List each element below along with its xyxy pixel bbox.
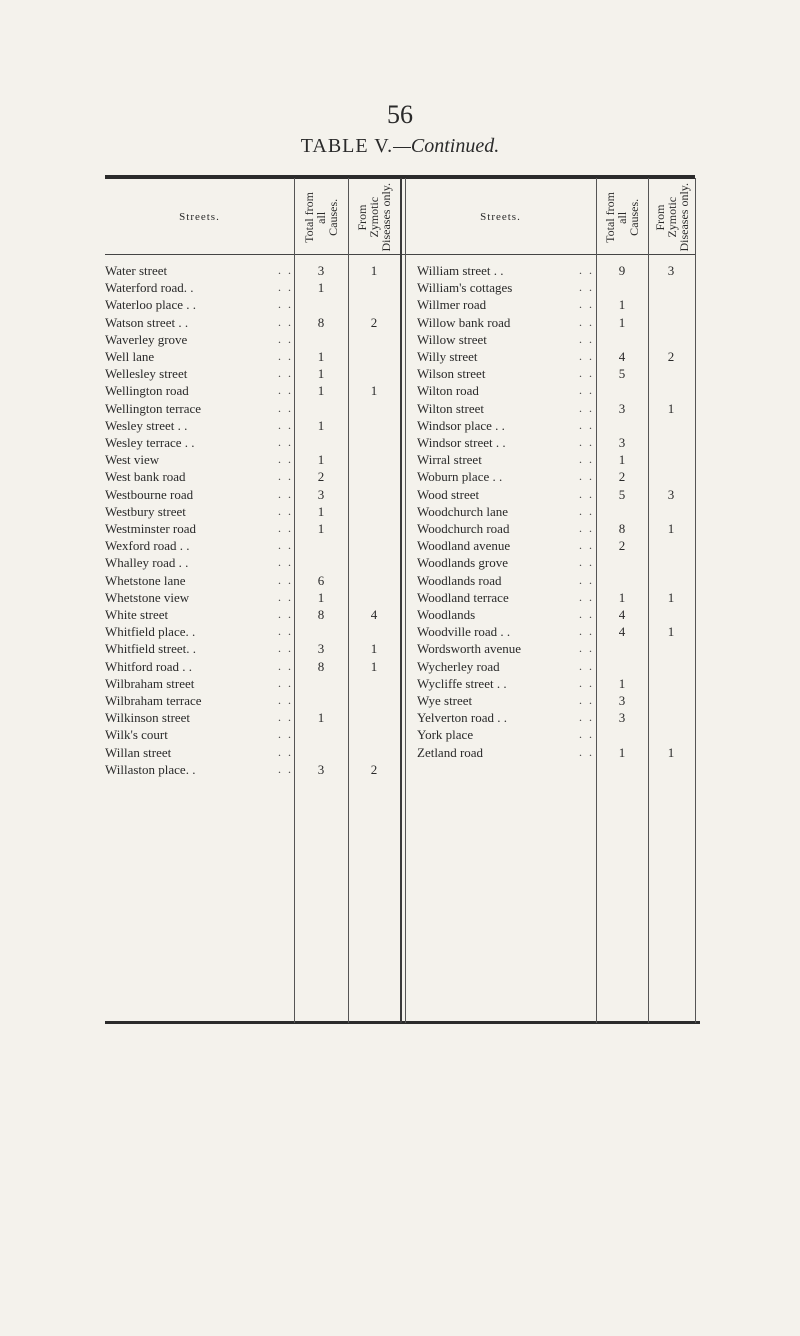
zymotic-deaths-value: 2 [370,761,378,777]
zymotic-deaths-value: 1 [370,383,378,399]
table-title-continued: —Continued. [393,135,500,157]
street-name: York place [417,727,474,743]
street-name: Willmer road [417,297,487,313]
total-deaths-value: 3 [618,400,626,416]
leader-dots: . . [579,641,594,656]
street-name: Wesley terrace . . [105,435,195,450]
leader-dots: . . [579,538,594,553]
leader-dots: . . [278,349,293,363]
street-name: Waterloo place . . [105,297,196,313]
total-deaths-value: 2 [317,469,325,485]
column-divider [294,178,295,1023]
zymotic-deaths-value: 1 [370,658,378,674]
total-deaths-value: 9 [618,263,626,278]
total-deaths-value: 1 [317,349,325,364]
leader-dots: . . [579,469,594,484]
leader-dots: . . [278,331,293,346]
zymotic-deaths-value: 1 [370,641,378,657]
street-name: Wellesley street [105,366,188,382]
leader-dots: . . [579,589,594,604]
street-name: Waterford road. . [105,280,194,296]
streets-header-right: Streets. [480,211,521,223]
total-deaths-value: 1 [317,280,325,296]
street-name: Wilkinson street [105,710,191,726]
page-number: 56 [387,100,413,129]
leader-dots: . . [579,675,594,690]
leader-dots: . . [579,693,594,707]
street-name: William's cottages [417,280,513,296]
bottom-rule [105,1021,700,1024]
street-name: Wilk's court [105,727,168,743]
leader-dots: . . [579,314,594,329]
total-deaths-value: 8 [317,314,325,330]
leader-dots: . . [278,744,293,759]
leader-dots: . . [579,435,594,449]
total-deaths-value: 2 [618,538,626,554]
total-deaths-value: 1 [317,521,325,536]
street-name: Wellington terrace [105,400,202,416]
street-name: Woodchurch road [417,521,510,536]
total-deaths-value: 1 [618,675,626,691]
zymotic-deaths-value: 1 [667,400,675,416]
leader-dots: . . [278,710,293,725]
leader-dots: . . [579,624,594,639]
total-deaths-value: 3 [317,761,325,777]
total-deaths-value: 1 [317,452,325,468]
street-name: Wood street [417,486,480,502]
leader-dots: . . [579,486,594,501]
zymotic-deaths-value: 2 [667,349,675,364]
street-name: Waverley grove [105,331,188,347]
total-deaths-value: 1 [618,297,626,313]
street-name: Woodland avenue [417,538,511,554]
column-divider [405,178,406,1023]
leader-dots: . . [278,486,293,501]
leader-dots: . . [579,607,594,621]
leader-dots: . . [278,589,293,604]
street-name: West bank road [105,469,186,485]
leader-dots: . . [278,761,293,776]
street-name: Woodland terrace [417,589,509,605]
leader-dots: . . [579,331,594,346]
total-deaths-value: 5 [618,366,626,382]
street-name: William street . . [417,263,504,278]
street-name: Whetstone view [105,589,190,605]
leader-dots: . . [278,538,293,553]
total-deaths-value: 1 [317,417,325,433]
total-deaths-value: 1 [618,314,626,330]
street-name: Wilton road [417,383,479,399]
leader-dots: . . [278,607,293,621]
leader-dots: . . [278,521,293,535]
street-name: Wilton street [417,400,484,416]
street-name: Westminster road [105,521,197,536]
leader-dots: . . [579,658,594,673]
total-deaths-value: 8 [317,658,325,674]
leader-dots: . . [278,727,293,742]
streets-header-left: Streets. [179,211,220,223]
total-deaths-value: 1 [317,710,325,726]
street-name: Wilson street [417,366,486,382]
leader-dots: . . [579,366,594,381]
total-deaths-value: 3 [618,710,626,726]
total-deaths-value: 4 [618,607,626,622]
street-name: Woodchurch lane [417,503,508,519]
total-deaths-value: 1 [618,744,626,760]
leader-dots: . . [579,349,594,363]
total-deaths-value: 1 [618,589,626,605]
street-name: Whitfield street. . [105,641,196,657]
table-title [0,135,800,158]
total-header-right: Total from all Causes. [603,191,641,243]
total-deaths-value: 1 [317,503,325,519]
total-deaths-value: 4 [618,349,626,364]
street-name: Water street [105,263,168,278]
table-title-main: TABLE V. [300,135,394,157]
street-name: Yelverton road . . [417,710,508,726]
column-divider [695,178,696,1023]
street-name: Whitford road . . [105,658,193,674]
street-name: Woodville road . . [417,624,511,640]
leader-dots: . . [278,297,293,312]
total-deaths-value: 8 [317,607,325,622]
leader-dots: . . [579,503,594,518]
leader-dots: . . [579,572,594,587]
leader-dots: . . [278,675,293,690]
street-name: Woodlands [417,607,476,622]
leader-dots: . . [278,452,293,467]
street-name: Wordsworth avenue [417,641,522,657]
zymotic-header-left: From Zymotic Diseases only. [355,182,393,252]
street-name: Whetstone lane [105,572,186,588]
total-deaths-value: 4 [618,624,626,640]
leader-dots: . . [579,521,594,535]
leader-dots: . . [278,366,293,381]
leader-dots: . . [278,469,293,484]
street-name: West view [105,452,160,468]
total-deaths-value: 3 [317,641,325,657]
leader-dots: . . [278,503,293,518]
leader-dots: . . [579,263,594,277]
zymotic-deaths-value: 1 [667,624,675,640]
total-deaths-value: 3 [317,263,325,278]
street-name: Westbourne road [105,486,194,502]
street-name: Windsor street . . [417,435,506,450]
leader-dots: . . [278,280,293,295]
street-name: Wilbraham street [105,675,195,691]
leader-dots: . . [278,555,293,570]
total-deaths-value: 8 [618,521,626,536]
total-deaths-value: 3 [317,486,325,502]
street-name: Wellington road [105,383,189,399]
leader-dots: . . [579,710,594,725]
street-name: Wilbraham terrace [105,693,202,708]
leader-dots: . . [579,417,594,432]
street-name: Zetland road [417,744,484,760]
street-name: Whalley road . . [105,555,189,571]
total-deaths-value: 1 [317,589,325,605]
street-name: Willow street [417,331,487,347]
street-name: Willan street [105,744,172,760]
zymotic-deaths-value: 3 [667,263,675,278]
street-name: Willy street [417,349,478,364]
street-name: Willaston place. . [105,761,196,777]
street-name: Westbury street [105,503,186,519]
total-deaths-value: 3 [618,693,626,708]
leader-dots: . . [278,572,293,587]
leader-dots: . . [278,624,293,639]
leader-dots: . . [579,297,594,312]
leader-dots: . . [579,400,594,415]
street-name: Willow bank road [417,314,511,330]
leader-dots: . . [278,383,293,398]
leader-dots: . . [579,744,594,759]
leader-dots: . . [278,400,293,415]
street-name: Wycherley road [417,658,500,674]
street-name: Woodlands road [417,572,502,588]
column-divider [648,178,649,1023]
zymotic-deaths-value: 1 [370,263,378,278]
zymotic-deaths-value: 3 [667,486,675,502]
zymotic-deaths-value: 1 [667,521,675,536]
column-divider [400,178,402,1023]
leader-dots: . . [278,641,293,656]
total-deaths-value: 3 [618,435,626,450]
total-deaths-value: 2 [618,469,626,485]
total-header-left: Total from all Causes. [302,191,340,243]
total-deaths-value: 1 [317,383,325,399]
street-name: Woodlands grove [417,555,509,571]
street-name: Wycliffe street . . [417,675,507,691]
total-deaths-value: 5 [618,486,626,502]
leader-dots: . . [278,693,293,707]
leader-dots: . . [278,263,293,277]
leader-dots: . . [278,417,293,432]
street-name: Wye street [417,693,473,708]
zymotic-deaths-value: 4 [370,607,378,622]
leader-dots: . . [278,314,293,329]
total-deaths-value: 1 [317,366,325,382]
zymotic-deaths-value: 1 [667,589,675,605]
leader-dots: . . [579,452,594,467]
street-name: Well lane [105,349,155,364]
zymotic-deaths-value: 2 [370,314,378,330]
street-name: Whitfield place. . [105,624,196,640]
leader-dots: . . [579,727,594,742]
leader-dots: . . [579,383,594,398]
street-name: Wexford road . . [105,538,190,554]
leader-dots: . . [579,280,594,295]
zymotic-header-right: From Zymotic Diseases only. [652,182,691,252]
street-name: Watson street . . [105,314,189,330]
total-deaths-value: 1 [618,452,626,468]
column-divider [348,178,349,1023]
leader-dots: . . [579,555,594,570]
street-name: Windsor place . . [417,417,505,433]
street-name: Wesley street . . [105,417,188,433]
total-deaths-value: 6 [317,572,325,588]
zymotic-deaths-value: 1 [667,744,675,760]
street-name: Woburn place . . [417,469,503,485]
street-name: White street [105,607,169,622]
column-divider [596,178,597,1023]
leader-dots: . . [278,658,293,673]
leader-dots: . . [278,435,293,449]
street-name: Wirral street [417,452,482,468]
